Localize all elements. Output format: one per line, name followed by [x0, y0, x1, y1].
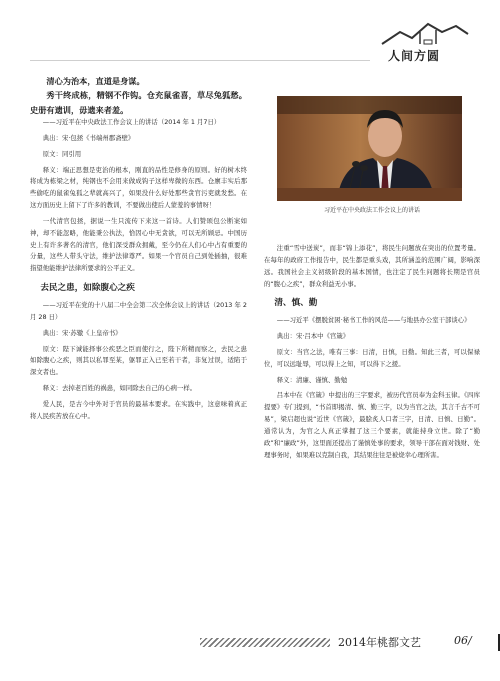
shiyi1: 释义：端正思想是吏治的根本，刚直的品性是修身的原则。好的树木终将成为栋梁之材，纯钢也不会用来做成钩子这样卑微的东西。仓廪丰实后那些偷吃的鼠雀兔狐之辈就高兴了，如果没什么好处那些贪官污吏就发愁。在这方面历史上留下了许多的教训，不要做出使后人蒙羞的事情呀！	[30, 165, 247, 210]
right-para2: 吕本中在《官箴》中提出的三字要求，被历代官员奉为金科玉律。《四库提要》专门提到，“书首即揭清、慎、勤三字，以为当官之法，其言千古不可易”，梁启超也说“近世《官箴》，最脍炙人口者三字，日清、日慎、日勤”。通常认为，为官之人真正掌握了这三个要素，就能持身立世。除了“勤政”和“廉政”外，这里面还提出了谨慎处事的要求，领导干部在面对钱财、处理事务时，如果难以克制自我，其结果往往是被烧幸心理所害。	[264, 391, 480, 459]
photo-caption: 习近平在中央政法工作会议上的讲话	[323, 207, 420, 214]
footer-magazine-title: 2014年桃都文艺	[338, 636, 421, 649]
quote2-source: ——习近平在党的十八届二中全会第二次全体会议上的讲话（2013 年 2 月 28 日）	[30, 301, 247, 321]
dianchu1: 典出：宋·包拯《书端州郡斋壁》	[42, 133, 135, 142]
left-para1: 一代清官包拯，据说一生只流传下来这一首诗。人们赞颂包公断案如神，却不能忽略，他能秉公执法，恰因心中无贪欲，可以无所顾忌。中国历史上有许多著名的清官，他们深受群众拥戴，至今仍在人们心中占有重要的分量，这些人带头守法，维护法律尊严。如果一个官员自己到处插抽，很难指望他能维护法律所要求的公平正义。	[30, 216, 247, 273]
footer-stripe	[200, 638, 330, 647]
heading-qumin: 去民之患，如除腹心之疾	[40, 283, 135, 294]
left-para2: 爱人民，是古今中外对于官员的最基本要求。在实践中，这意味着真正将人民疾苦放在心中。	[30, 399, 247, 420]
shiyi3: 释义：清廉、谨慎、勤勉	[276, 375, 348, 384]
yuanwen3: 原文：当官之法，唯有三事：日清，日慎，日勤。知此三者，可以保禄位，可以远耻辱，可以得上之知，可以得下之援。	[264, 347, 480, 368]
yuanwen2: 原文：陛下诚能择事公疾恶之臣而使行之，陛下所精而察之，去民之患如除腹心之疾，则其以私罪至某，躯罪正入已至若干者，非复过误，适陷于深文者也。	[30, 344, 247, 377]
left-column	[30, 74, 247, 423]
dianchu2: 典出：宋·苏辙《上皇帝书》	[42, 328, 122, 337]
yuanwen1: 原文：同引用	[42, 149, 82, 158]
shiyi2: 释义：去掉老百姓的祸患，如同除去自己的心病一样。	[42, 384, 197, 393]
right-column	[264, 243, 480, 462]
footer	[200, 634, 500, 651]
quote1-line2: 秀干终成栋，精钢不作钩。仓充鼠雀喜，草尽兔狐愁。史册有遗训，毋遗来者羞。	[30, 90, 247, 115]
speech-photo	[277, 96, 462, 201]
page-number: 06/	[454, 634, 472, 647]
quote3-source: ——习近平《摆脱贫困·秘书工作的风范——与地县办公室干部谈心》	[276, 316, 471, 325]
section-title: 人间方圆	[388, 49, 441, 63]
quote1-source: ——习近平在中央政法工作会议上的讲话（2014 年 1 月7日）	[42, 118, 221, 127]
dianchu3: 典出：宋·吕本中《官箴》	[276, 332, 350, 341]
quote1-line1: 清心为治本，直道是身谋。	[46, 76, 145, 86]
header-rule	[30, 60, 370, 61]
right-para1: 注重“雪中送炭”，而非“锦上添花”，将民生问题放在突出的位置考量。在每年的政府工作报告中，民生都是重头戏，其所涵盖的范围广阔，影响深远。我国社会主义初级阶段的基本国情，也注定了民生问题将长期是官员的“腹心之疾”，群众利益无小事。	[264, 244, 480, 288]
heading-qingshenqin: 清、慎、勤	[274, 298, 318, 309]
house-roof-icon	[380, 18, 470, 48]
